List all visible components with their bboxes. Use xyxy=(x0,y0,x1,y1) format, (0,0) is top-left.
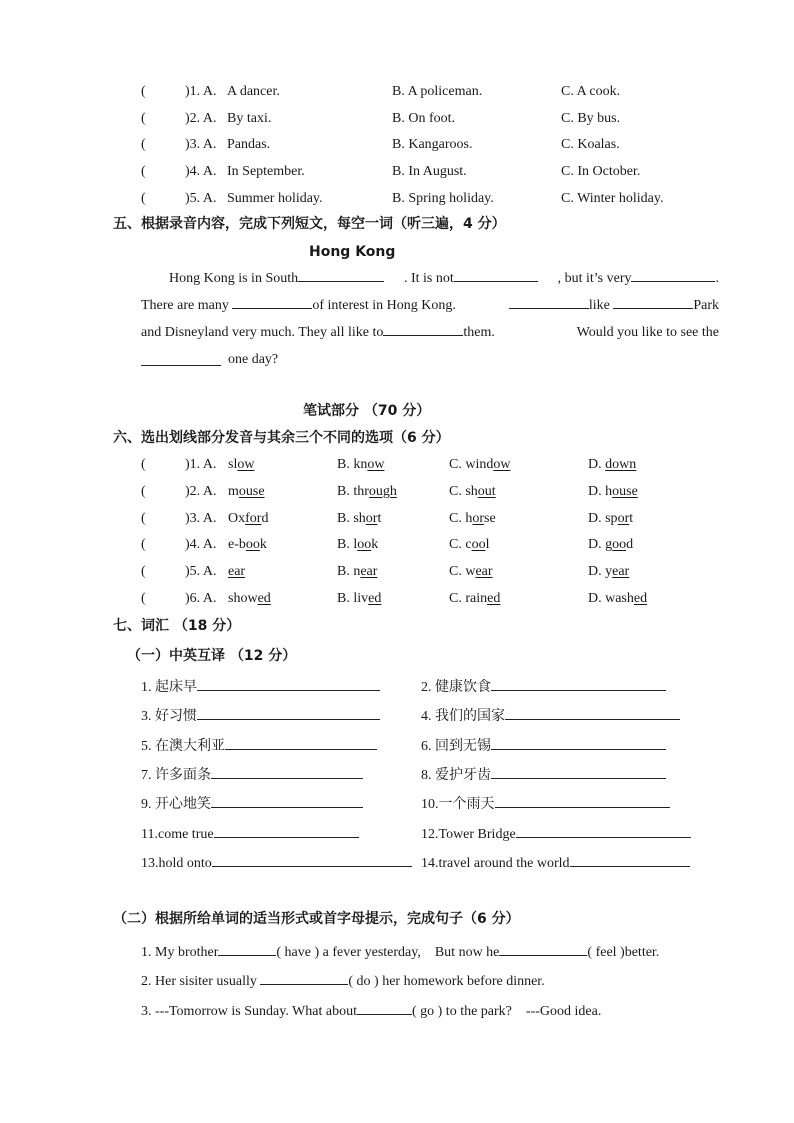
vocab-prompt: 14.travel around the world xyxy=(421,856,570,871)
vocab-prompt: 8. 爱护牙齿 xyxy=(421,768,491,783)
word-part: D. h xyxy=(588,484,613,499)
answer-blank[interactable] xyxy=(197,678,380,691)
underlined-sound: ough xyxy=(368,484,397,499)
vocab-item xyxy=(141,795,363,812)
vocab-prompt: 11.come true xyxy=(141,827,214,842)
vocab-prompt: 3. 好习惯 xyxy=(141,709,197,724)
option-c xyxy=(449,538,489,552)
option-a xyxy=(228,565,245,579)
word-part: B. kn xyxy=(337,457,368,472)
underlined-sound: oo xyxy=(357,537,372,552)
word-part: D. xyxy=(588,457,606,472)
underlined-sound: ouse xyxy=(238,484,265,499)
word-part: C. wind xyxy=(449,457,494,472)
question-number: )4. A. xyxy=(185,164,217,179)
underlined-sound: or xyxy=(617,511,630,526)
underlined-sound: oo xyxy=(612,537,627,552)
underlined-sound: down xyxy=(605,457,637,472)
answer-paren: ( xyxy=(141,484,146,499)
option-b xyxy=(337,538,378,552)
underlined-sound: ow xyxy=(493,457,511,472)
vocab-item xyxy=(141,825,359,842)
vocab-prompt: 2. 健康饮食 xyxy=(421,680,491,695)
section-7-title: 七、词汇 （18 分） xyxy=(113,618,241,634)
answer-blank[interactable] xyxy=(225,737,377,750)
option-b xyxy=(337,592,381,606)
answer-blank[interactable] xyxy=(491,737,666,750)
question-number: )2. A. xyxy=(185,484,217,499)
word-part: t xyxy=(377,511,382,526)
word-part: d xyxy=(261,511,269,526)
word-part: se xyxy=(484,511,496,526)
option-b: B. Spring holiday. xyxy=(392,191,494,206)
question-number: )2. A. xyxy=(185,111,217,126)
vocab-item xyxy=(141,854,412,871)
word-part: B. thr xyxy=(337,484,369,499)
vocab-prompt: 4. 我们的国家 xyxy=(421,709,505,724)
underlined-sound: ear xyxy=(475,564,493,579)
question-number: )6. A. xyxy=(185,591,217,606)
passage-title: Hong Kong xyxy=(309,244,396,260)
question-number: )3. A. xyxy=(185,511,217,526)
answer-blank[interactable] xyxy=(495,795,670,808)
option-c xyxy=(449,592,500,606)
sentence-2: 2. Her sisiter usually ( do ) her homework before dinner. xyxy=(141,974,545,989)
option-b: B. A policeman. xyxy=(392,84,483,99)
option-b: B. On foot. xyxy=(392,111,455,126)
vocab-prompt: 9. 开心地笑 xyxy=(141,797,211,812)
option-d xyxy=(588,512,633,526)
option-c: C. A cook. xyxy=(561,84,621,99)
underlined-sound: ow xyxy=(237,457,255,472)
underlined-sound: ed xyxy=(368,591,382,606)
option-a xyxy=(228,538,267,552)
word-part: show xyxy=(228,591,258,606)
question-number: )4. A. xyxy=(185,537,217,552)
answer-paren: ( xyxy=(141,137,146,152)
vocab-item xyxy=(141,766,363,783)
word-part: D. wash xyxy=(588,591,634,606)
option-c: C. By bus. xyxy=(561,111,621,126)
word-part: t xyxy=(629,511,634,526)
vocab-item xyxy=(421,766,666,783)
answer-blank[interactable] xyxy=(211,766,363,779)
vocab-item xyxy=(421,707,680,724)
answer-blank[interactable] xyxy=(197,707,380,720)
word-part: B. sh xyxy=(337,511,366,526)
written-part-title: 笔试部分 （70 分） xyxy=(303,403,431,419)
word-part: l xyxy=(485,537,490,552)
underlined-sound: ed xyxy=(487,591,501,606)
word-part: k xyxy=(371,537,379,552)
answer-blank[interactable] xyxy=(570,854,690,867)
vocab-item xyxy=(421,795,670,812)
option-c: C. Koalas. xyxy=(561,137,620,152)
answer-blank[interactable] xyxy=(211,795,363,808)
underlined-sound: for xyxy=(245,511,262,526)
word-part: C. w xyxy=(449,564,476,579)
option-b xyxy=(337,458,384,472)
option-b: B. Kangaroos. xyxy=(392,137,473,152)
vocab-item xyxy=(141,707,380,724)
option-c xyxy=(449,565,493,579)
word-part: C. c xyxy=(449,537,472,552)
option-a xyxy=(228,485,265,499)
vocab-item xyxy=(421,737,666,754)
option-a xyxy=(228,512,268,526)
underlined-sound: or xyxy=(365,511,378,526)
section-6-title: 六、选出划线部分发音与其余三个不同的选项（6 分） xyxy=(113,430,450,446)
answer-blank[interactable] xyxy=(212,854,412,867)
vocab-prompt: 10.一个雨天 xyxy=(421,797,495,812)
passage-body: Hong Kong is in South . It is not , but it’s very . There are many of interest in Hong Kong. like Park and Disneyland very much. They all like to them. Would you like to see the one day? xyxy=(141,271,719,367)
subsection-1-title: （一）中英互译 （12 分） xyxy=(127,648,297,664)
answer-blank[interactable] xyxy=(516,825,691,838)
vocab-prompt: 1. 起床早 xyxy=(141,680,197,695)
answer-blank[interactable] xyxy=(214,825,359,838)
vocab-prompt: 12.Tower Bridge xyxy=(421,827,516,842)
option-a: By taxi. xyxy=(227,111,272,126)
word-part: e-b xyxy=(228,537,246,552)
vocab-prompt: 5. 在澳大利亚 xyxy=(141,739,225,754)
answer-blank[interactable] xyxy=(491,766,666,779)
answer-blank[interactable] xyxy=(491,678,666,691)
word-part: Ox xyxy=(228,511,246,526)
underlined-sound: ear xyxy=(360,564,378,579)
answer-paren: ( xyxy=(141,457,146,472)
answer-paren: ( xyxy=(141,111,146,126)
word-part: C. rain xyxy=(449,591,488,606)
option-c: C. Winter holiday. xyxy=(561,191,664,206)
vocab-item xyxy=(141,678,380,695)
answer-paren: ( xyxy=(141,84,146,99)
underlined-sound: ear xyxy=(612,564,630,579)
answer-blank[interactable] xyxy=(505,707,680,720)
option-b xyxy=(337,485,397,499)
option-b xyxy=(337,512,381,526)
answer-paren: ( xyxy=(141,511,146,526)
question-number: )5. A. xyxy=(185,191,217,206)
answer-paren: ( xyxy=(141,191,146,206)
option-a xyxy=(228,592,271,606)
subsection-2-title: （二）根据所给单词的适当形式或首字母提示，完成句子（6 分） xyxy=(113,911,520,927)
answer-paren: ( xyxy=(141,164,146,179)
vocab-item xyxy=(141,737,377,754)
sentence-3: 3. ---Tomorrow is Sunday. What about ( go ) to the park? ---Good idea. xyxy=(141,1004,602,1019)
option-d xyxy=(588,485,638,499)
underlined-sound: oo xyxy=(245,537,260,552)
word-part: B. liv xyxy=(337,591,369,606)
option-a: In September. xyxy=(227,164,305,179)
section-5-title: 五、根据录音内容，完成下列短文，每空一词（听三遍，4 分） xyxy=(113,216,506,232)
option-d xyxy=(588,538,633,552)
underlined-sound: ow xyxy=(367,457,385,472)
vocab-prompt: 7. 许多面条 xyxy=(141,768,211,783)
word-part: B. n xyxy=(337,564,361,579)
word-part: D. sp xyxy=(588,511,618,526)
vocab-item xyxy=(421,854,690,871)
word-part: m xyxy=(228,484,239,499)
word-part: D. y xyxy=(588,564,613,579)
underlined-sound: ear xyxy=(228,564,246,579)
underlined-sound: or xyxy=(472,511,485,526)
word-part: D. g xyxy=(588,537,613,552)
option-a: Pandas. xyxy=(227,137,271,152)
answer-paren: ( xyxy=(141,564,146,579)
answer-paren: ( xyxy=(141,591,146,606)
option-b: B. In August. xyxy=(392,164,467,179)
question-number: )3. A. xyxy=(185,137,217,152)
question-number: )1. A. xyxy=(185,457,217,472)
option-c xyxy=(449,485,496,499)
option-a: A dancer. xyxy=(227,84,280,99)
vocab-prompt: 6. 回到无锡 xyxy=(421,739,491,754)
underlined-sound: oo xyxy=(471,537,486,552)
vocab-item xyxy=(421,678,666,695)
option-c xyxy=(449,512,496,526)
option-d xyxy=(588,565,629,579)
word-part: B. l xyxy=(337,537,358,552)
sentence-1: 1. My brother ( have ) a fever yesterday, But now he ( feel )better. xyxy=(141,945,660,960)
vocab-prompt: 13.hold onto xyxy=(141,856,212,871)
underlined-sound: ouse xyxy=(612,484,638,499)
vocab-item xyxy=(421,825,691,842)
question-number: )1. A. xyxy=(185,84,217,99)
word-part: k xyxy=(259,537,267,552)
option-c xyxy=(449,458,510,472)
word-part: C. sh xyxy=(449,484,478,499)
underlined-sound: ed xyxy=(257,591,271,606)
word-part: d xyxy=(626,537,634,552)
option-a xyxy=(228,458,254,472)
word-part: sl xyxy=(228,457,238,472)
underlined-sound: out xyxy=(477,484,496,499)
question-number: )5. A. xyxy=(185,564,217,579)
word-part: C. h xyxy=(449,511,473,526)
option-b xyxy=(337,565,377,579)
option-d xyxy=(588,592,647,606)
underlined-sound: ed xyxy=(633,591,648,606)
option-c: C. In October. xyxy=(561,164,641,179)
answer-paren: ( xyxy=(141,537,146,552)
option-a: Summer holiday. xyxy=(227,191,323,206)
option-d xyxy=(588,458,636,472)
